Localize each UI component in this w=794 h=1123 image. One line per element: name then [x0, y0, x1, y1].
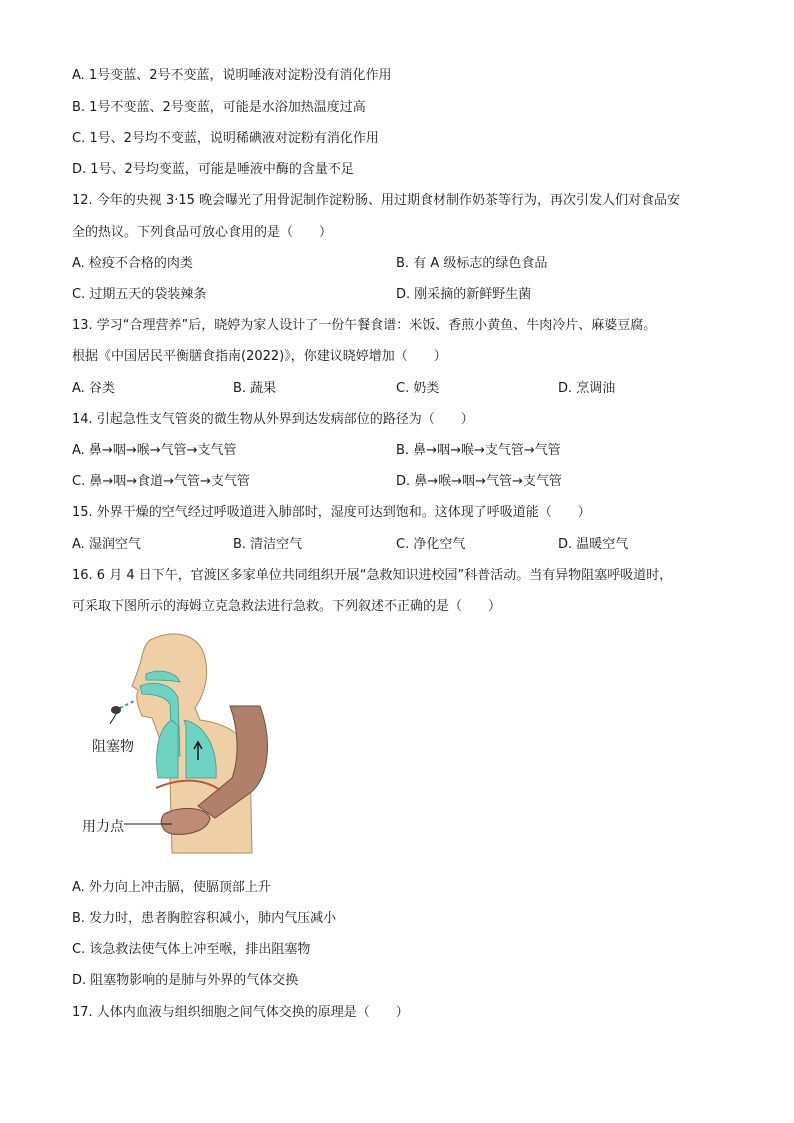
q11-option-d: D. 1号、2号均变蓝，可能是唾液中酶的含量不足 [72, 162, 354, 177]
q15-option-a: A. 湿润空气 [72, 537, 141, 552]
q14-option-b: B. 鼻→咽→喉→支气管→气管 [396, 443, 561, 458]
q15-option-c: C. 净化空气 [396, 537, 466, 552]
q15-option-d: D. 温暖空气 [558, 537, 629, 552]
q14-option-c: C. 鼻→咽→食道→气管→支气管 [72, 474, 250, 489]
obstruction-label: 阻塞物 [92, 739, 134, 755]
obstruction-object [111, 706, 121, 714]
q16-option-b: B. 发力时，患者胸腔容积减小，肺内气压减小 [72, 911, 337, 926]
q12-option-b: B. 有 A 级标志的绿色食品 [396, 256, 548, 271]
q14-option-d: D. 鼻→喉→咽→气管→支气管 [396, 474, 562, 489]
q12-option-a: A. 检疫不合格的肉类 [72, 256, 193, 271]
q16-stem-line2: 可采取下图所示的海姆立克急救法进行急救。下列叙述不正确的是（ ） [72, 599, 502, 614]
q13-option-d: D. 烹调油 [558, 381, 616, 396]
q13-option-a: A. 谷类 [72, 381, 115, 396]
q11-option-c: C. 1号、2号均不变蓝，说明稀碘液对淀粉有消化作用 [72, 131, 379, 146]
q14-option-a: A. 鼻→咽→喉→气管→支气管 [72, 443, 237, 458]
q15-option-b: B. 清洁空气 [233, 537, 303, 552]
force-point-label: 用力点 [82, 819, 124, 835]
q13-option-c: C. 奶类 [396, 381, 440, 396]
q11-option-a: A. 1号变蓝、2号不变蓝，说明唾液对淀粉没有消化作用 [72, 68, 392, 83]
q17-stem: 17. 人体内血液与组织细胞之间气体交换的原理是（ ） [72, 1005, 409, 1020]
expelled-path [120, 700, 136, 708]
q15-stem: 15. 外界干燥的空气经过呼吸道进入肺部时，湿度可达到饱和。这体现了呼吸道能（ ） [72, 505, 591, 520]
q13-option-b: B. 蔬果 [233, 381, 277, 396]
q13-stem-line2: 根据《中国居民平衡膳食指南(2022)》，你建议晓婷增加（ ） [72, 349, 447, 364]
q16-option-c: C. 该急救法使气体上冲至喉，排出阻塞物 [72, 942, 311, 957]
q14-stem: 14. 引起急性支气管炎的微生物从外界到达发病部位的路径为（ ） [72, 412, 474, 427]
q16-option-a: A. 外力向上冲击膈，使膈顶部上升 [72, 880, 271, 895]
heimlich-figure [80, 628, 280, 863]
q11-option-b: B. 1号不变蓝、2号变蓝，可能是水浴加热温度过高 [72, 100, 366, 115]
q12-option-c: C. 过期五天的袋装辣条 [72, 287, 207, 302]
q12-option-d: D. 刚采摘的新鲜野生菌 [396, 287, 532, 302]
q16-option-d: D. 阻塞物影响的是肺与外界的气体交换 [72, 973, 299, 988]
q12-stem-line2: 全的热议。下列食品可放心食用的是（ ） [72, 225, 333, 240]
q12-stem-line1: 12. 今年的央视 3·15 晚会曝光了用骨泥制作淀粉肠、用过期食材制作奶茶等行为，再次引发人们对食品安 [72, 193, 681, 208]
q16-stem-line1: 16. 6 月 4 日下午，官渡区多家单位共同组织开展“急救知识进校园”科普活动。当有异物阻塞呼吸道时， [72, 568, 673, 583]
q13-stem-line1: 13. 学习“合理营养”后，晓婷为家人设计了一份午餐食谱：米饭、香煎小黄鱼、牛肉冷片、麻婆豆腐。 [72, 318, 657, 333]
